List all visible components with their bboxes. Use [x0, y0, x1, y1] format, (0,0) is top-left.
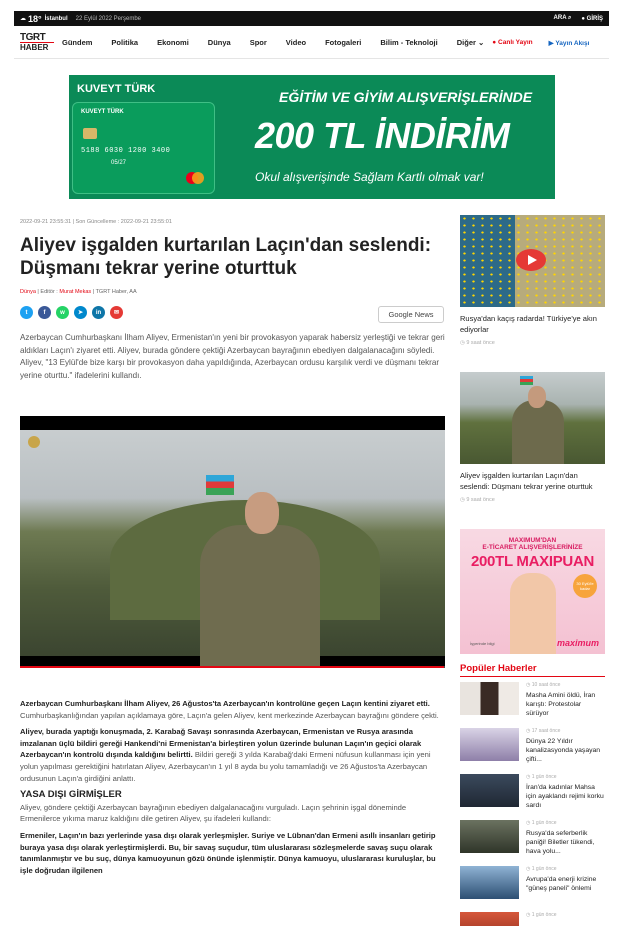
editor-link[interactable]: Murat Mekas — [59, 289, 92, 295]
news-time-label: 17 saat önce — [531, 728, 561, 734]
weather-icon: ☁ — [20, 16, 26, 22]
article-title: Aliyev işgalden kurtarılan Laçın'dan seslendi: Düşmanı tekrar yerine oturttuk — [20, 235, 432, 279]
photo-person — [512, 400, 564, 464]
category-link[interactable]: Dünya — [20, 289, 36, 295]
source: TGRT Haber, AA — [95, 289, 137, 295]
top-bar — [14, 11, 609, 26]
ad-model — [510, 573, 556, 654]
flight-map-image — [460, 215, 605, 307]
popular-news-item[interactable] — [460, 866, 605, 904]
sidebar-news-card[interactable] — [460, 372, 605, 503]
logo-line1: TGRT — [20, 33, 54, 43]
news-title: Dünya 22 Yıldır kanalizasyonda yaşayan çifti... — [526, 738, 601, 763]
linkedin-share-icon[interactable]: in — [92, 306, 105, 319]
sidebar-ad[interactable] — [460, 529, 605, 654]
news-thumbnail — [460, 682, 519, 715]
popular-news-item[interactable] — [460, 912, 605, 926]
news-time: ◷ 1 gün önce — [526, 774, 557, 780]
paragraph-4 — [20, 830, 445, 876]
news-time: ◷ 1 gün önce — [526, 820, 557, 826]
ad-note: İşyerinde bilgi — [470, 641, 495, 646]
telegram-share-icon[interactable]: ➤ — [74, 306, 87, 319]
popular-news-info — [526, 774, 605, 812]
azerbaijan-flag-icon — [206, 475, 234, 495]
card-number: 5188 6030 1200 3400 — [81, 147, 171, 155]
ad-line1: MAXIMUM'DAN — [508, 537, 557, 544]
news-title: Rusya'da seferberlik paniği! Biletler tükendi, hava yolu... — [526, 830, 595, 855]
video-person-head — [245, 492, 279, 534]
card-expiry: 05/27 — [111, 160, 127, 166]
live-stream-link[interactable] — [492, 39, 532, 46]
top-ad-banner[interactable] — [69, 75, 555, 199]
ad-line3: 200TL MAXIPUAN — [470, 553, 595, 570]
mastercard-icon — [184, 171, 206, 185]
news-thumbnail — [460, 728, 519, 761]
news-time: ◷ 17 saat önce — [526, 728, 561, 734]
paragraph-2-bold: Aliyev, burada yaptığı konuşmada, 2. Karabağ Savaşı sonrasında Azerbaycan, Ermenistan ve Rusya arasında imzalanan üçlü bildiri gereği Hankendi'ni Ermenistan'a birleştiren yolun üzerinde bulunan Laçın'ın geçici olarak Azerbaycan'ın kontrolü dışında kaldığını belirtti. — [20, 727, 422, 760]
twitter-share-icon[interactable]: t — [20, 306, 33, 319]
nav-item-diger-label: Diğer — [456, 38, 476, 47]
divider — [460, 676, 605, 677]
google-news-label: Google News — [388, 310, 434, 319]
nav-item-fotogaleri[interactable]: Fotogaleri — [325, 38, 362, 47]
paragraph-1-bold: Azerbaycan Cumhurbaşkanı İlham Aliyev, 26 Ağustos'ta Azerbaycan'ın kontrolüne geçen Laçın kentini ziyaret etti. — [20, 699, 430, 708]
ad-badge: 30 Eylül'e kadar — [573, 574, 597, 598]
login-label: GİRİŞ — [586, 15, 603, 22]
state-emblem-icon — [28, 436, 40, 448]
news-title: İran'da kadınlar Mahsa için ayaklandı rejimi korku sardı — [526, 784, 604, 809]
nav-item-bilim-teknoloji[interactable]: Bilim - Teknoloji — [380, 38, 438, 47]
nav-item-video[interactable]: Video — [285, 38, 307, 47]
news-time-label: 10 saat önce — [531, 682, 561, 688]
login-link[interactable] — [581, 16, 603, 22]
news-time-label: 1 gün önce — [531, 912, 557, 918]
paragraph-2-rest: Bildiri gereği 3 yılda Karabağ'daki Ermeni nüfusun kullanması için yeni yolun yapılması gerektiğini hatırlatan Aliyev, Azerbaycan'ın 1 yıl 8 ayda bu yolu tamamladığı ve 26 Ağustos'ta Azerbaycan ordusunun Laçın'a girdiğini anlattı. — [20, 750, 431, 783]
search-label: ARA — [553, 15, 567, 21]
whatsapp-share-icon[interactable]: w — [56, 306, 69, 319]
play-icon: ▶ — [548, 39, 554, 47]
news-card-time: ◷ 9 saat önce — [460, 497, 495, 503]
user-icon: ● — [581, 15, 585, 22]
nav-item-politika[interactable]: Politika — [111, 38, 139, 47]
news-card-title: Aliyev işgalden kurtarılan Laçın'dan seslendi: Düşmanı tekrar yerine oturttuk — [460, 471, 593, 491]
credit-card-image — [72, 102, 215, 194]
email-share-icon[interactable]: ✉ — [110, 306, 123, 319]
popular-news-info — [526, 820, 605, 858]
azerbaijan-flag-icon — [520, 376, 533, 385]
nav-item-ekonomi[interactable]: Ekonomi — [157, 38, 189, 47]
aliyev-photo — [460, 372, 605, 464]
nav-items — [62, 38, 490, 47]
ad-headline-bottom: Okul alışverişinde Sağlam Kartlı olmak var! — [255, 170, 484, 184]
news-time: ◷ 10 saat önce — [526, 682, 561, 688]
news-card-time-label: 9 saat önce — [466, 497, 495, 503]
ad-line2: E-TİCARET ALIŞVERİŞLERİNİZE — [482, 544, 583, 551]
paragraph-3: Aliyev, göndere çektiği Azerbaycan bayrağının ebediyen dalgalanacağını vurguladı. Laçın şehrinin işgal döneminde Ermenilerce yıkıma maruz kaldığını dile getiren Aliyev, şu ifadeleri kullandı: — [20, 802, 407, 824]
paragraph-2 — [20, 726, 445, 784]
popular-news-item[interactable] — [460, 774, 605, 812]
editor-label: Editör : — [40, 289, 58, 295]
ad-brand: maximum — [556, 638, 599, 648]
card-brand: KUVEYT TÜRK — [81, 109, 124, 115]
play-icon — [516, 249, 546, 271]
news-thumbnail — [460, 866, 519, 899]
news-time: ◷ 1 gün önce — [526, 912, 557, 918]
news-time: ◷ 1 gün önce — [526, 866, 557, 872]
ad-brand-logo: KUVEYT TÜRK — [77, 83, 156, 95]
schedule-label: Yayın Akışı — [555, 39, 590, 47]
nav-item-gundem[interactable]: Gündem — [62, 38, 93, 47]
paragraph-1-rest: Cumhurbaşkanlığından yapılan açıklamaya göre, Laçın'a gelen Aliyev, kent merkezinde Azerbaycan bayrağını göndere çekti. — [20, 710, 439, 720]
popular-news-title: Popüler Haberler — [460, 663, 537, 674]
city[interactable]: İstanbul — [44, 15, 68, 22]
video-person — [200, 525, 320, 668]
ad-headline-top: EĞİTİM VE GİYİM ALIŞVERİŞLERİNDE — [279, 89, 533, 105]
video-player[interactable] — [20, 416, 445, 668]
nav-item-diger[interactable] — [457, 38, 485, 47]
popular-news-item[interactable] — [460, 728, 605, 766]
article-lead: Azerbaycan Cumhurbaşkanı İlham Aliyev, Ermenistan'ın yeni bir provokasyon yaparak habersiz yerleştiği ve tekrar geri aldıkları Laçın'ı ziyaret etti. Aliyev, burada göndere çektiği Azerbaycan bayrağının ebediyen dalgalanacağını söyledi. Aliyev, "13 Eylül'de bize karşı bir provokasyon daha yapıldığında, Azerbaycan ordusu karşılık verdi ve düşmanı tekrar yerine oturttu." ifadelerini kullandı. — [20, 333, 445, 381]
date: 22 Eylül 2022 Perşembe — [75, 15, 142, 22]
video-progress-fill — [20, 666, 444, 668]
popular-news-info — [526, 912, 557, 926]
popular-news-item[interactable] — [460, 682, 605, 720]
news-time-label: 1 gün önce — [531, 820, 557, 826]
news-thumbnail — [460, 820, 519, 853]
sidebar-news-card[interactable] — [460, 215, 605, 346]
popular-news-info — [526, 682, 605, 720]
video-frame — [20, 430, 445, 656]
news-card-time: ◷ 9 saat önce — [460, 340, 495, 346]
main-nav — [14, 27, 609, 59]
article-timestamps: 2022-09-21 23:55:31 | Son Güncelleme : 2022-09-21 23:55:01 — [20, 219, 172, 225]
news-title: Avrupa'da enerji krizine "güneş paneli" önlemi — [526, 876, 597, 892]
news-time-label: 1 gün önce — [531, 774, 557, 780]
live-dot-icon: ● — [492, 39, 497, 46]
video-progress-bar[interactable] — [20, 666, 445, 668]
news-card-time-label: 9 saat önce — [466, 340, 495, 346]
news-time-label: 1 gün önce — [531, 866, 557, 872]
subheading: YASA DIŞI GİRMİŞLER — [20, 789, 122, 801]
schedule-link[interactable] — [549, 39, 590, 47]
paragraph-4-bold: Ermeniler, Laçın'ın bazı yerlerinde yasa dışı olarak yerleşmişler. Suriye ve Lübnan'dan Ermeni asıllı insanları getirip buraya yasa dışı olarak yerleştirmişlerdi. Bu, bir savaş suçudur, tüm uluslararası sözleşmelerde savaş suçu olarak tanımlanmıştır ve bu suç, dünya kamuoyunun gözü önünde işlenmiştir. Dünya kamuoyu, uluslararası kuruluşlar, bu işle doğrudan ilgilenen — [20, 830, 436, 875]
temperature: 18° — [28, 13, 42, 24]
paragraph-1 — [20, 698, 445, 721]
chevron-down-icon: ⌄ — [478, 38, 485, 47]
popular-news-item[interactable] — [460, 820, 605, 858]
byline: Dünya | Editör : Murat Mekas | TGRT Haber, AA — [20, 289, 137, 295]
popular-news-info — [526, 866, 605, 904]
site-logo[interactable] — [20, 30, 54, 56]
search-icon: ⌕ — [567, 15, 572, 21]
nav-item-spor[interactable]: Spor — [249, 38, 267, 47]
news-title: Masha Amini öldü, İran karıştı: Protestolar sürüyor — [526, 692, 596, 717]
nav-item-dunya[interactable]: Dünya — [207, 38, 231, 47]
card-chip-icon — [83, 128, 97, 139]
google-news-button[interactable] — [378, 306, 444, 323]
share-buttons — [20, 306, 123, 319]
search-link[interactable] — [554, 15, 572, 22]
topbar-actions — [554, 15, 603, 22]
news-card-title: Rusya'dan kaçış radarda! Türkiye'ye akın ediyorlar — [460, 314, 597, 334]
news-thumbnail — [460, 774, 519, 807]
logo-line2: HABER — [20, 42, 49, 52]
live-stream-label: Canlı Yayın — [498, 39, 533, 46]
facebook-share-icon[interactable]: f — [38, 306, 51, 319]
article-body — [20, 698, 445, 881]
photo-person-head — [528, 386, 546, 408]
ad-headline-main: 200 TL İNDİRİM — [255, 115, 510, 156]
popular-news-info — [526, 728, 605, 766]
news-thumbnail — [460, 912, 519, 926]
